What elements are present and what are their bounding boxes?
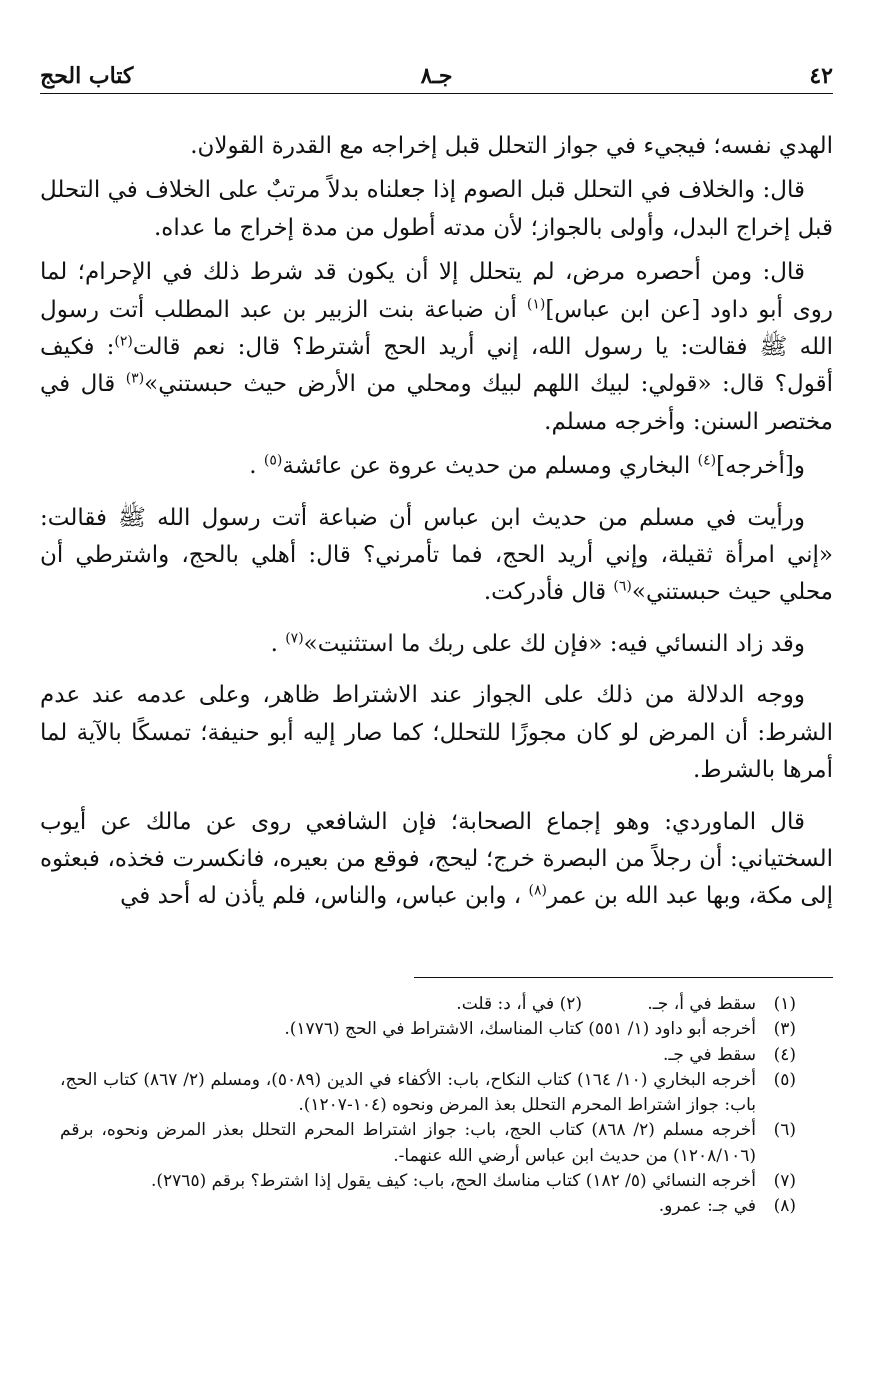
paragraph [40, 448, 833, 485]
volume-label: جـ٨ [420, 63, 453, 89]
main-text [40, 128, 833, 916]
footnote-number: (٢) [559, 994, 582, 1014]
footnote-ref[interactable]: (٢) [114, 333, 133, 350]
header-rule [40, 93, 833, 94]
footnote-text: أخرجه النسائي (٥/ ١٨٢) كتاب مناسك الحج، باب: كيف يقول إذا اشترط؟ برقم (٢٧٦٥). [151, 1171, 756, 1192]
paragraph-text: . [270, 630, 286, 657]
paragraph [40, 128, 833, 165]
footnote-number: (١) [773, 994, 796, 1014]
footnote-text: أخرجه أبو داود (١/ ٥٥١) كتاب المناسك، الاشتراط في الحج (١٧٧٦). [284, 1019, 756, 1040]
footnote-ref[interactable]: (٤) [697, 452, 717, 469]
footnote [60, 1043, 796, 1068]
book-title: كتاب الحج [40, 63, 134, 89]
footnote-number: (٤) [773, 1044, 796, 1065]
footnote-text: سقط في جـ. [663, 1044, 756, 1065]
paragraph-text: قال: ومن أحصره مرض، لم يتحلل إلا أن يكون قد شرط ذلك في الإحرام؛ لما روى أبو داود [عن ابن عباس] [40, 259, 833, 323]
footnotes [60, 992, 796, 1220]
paragraph-text: : فكيف أقول؟ قال: «قولي: لبيك اللهم لبيك ومحلي من الأرض حيث حبستني» [40, 334, 833, 398]
paragraph-text: و[أخرجه] [716, 453, 805, 480]
page-number: ٤٢ [809, 63, 833, 89]
footnote [60, 1068, 796, 1119]
footnote-number: (٨) [773, 1196, 796, 1217]
footnote-separator [414, 977, 833, 978]
paragraph-text: الهدي نفسه؛ فيجيء في جواز التحلل قبل إخراجه مع القدرة القولان. [190, 133, 833, 159]
footnote [60, 992, 796, 1017]
paragraph-text: . [249, 453, 264, 480]
footnote-ref[interactable]: (١) [526, 295, 546, 312]
footnote-text: أخرجه البخاري (١٠/ ١٦٤) كتاب النكاح، باب: الأكفاء في الدين (٥٠٨٩)، ومسلم (٢/ ٨٦٧) كتاب الحج، باب: جواز اشتراط المحرم التحلل بعذ المرض ونحوه (١٠٤-١٢٠٧). [60, 1069, 757, 1116]
page-header [40, 58, 833, 94]
paragraph-text: ، وابن عباس، والناس، فلم يأذن له أحد في [120, 883, 529, 910]
footnote [60, 1169, 796, 1194]
footnote-ref[interactable]: (٥) [263, 452, 283, 469]
footnote-text: في أ، د: قلت. [456, 994, 555, 1014]
footnote-number: (٣) [773, 1019, 796, 1040]
footnote-number: (٥) [773, 1069, 796, 1090]
paragraph-text: ورأيت في مسلم من حديث ابن عباس أن ضباعة أتت رسول الله ﷺ فقالت: «إني امرأة ثقيلة، وإني أريد الحج، فما تأمرني؟ قال: أهلي بالحج، واشترطي أن محلي حيث حبستني» [40, 504, 833, 606]
paragraph-text: ووجه الدلالة من ذلك على الجواز عند الاشتراط ظاهر، وعلى عدمه عند عدم الشرط: أن المرض لو كان مجوزًا للتحلل؛ كما صار إليه أبو حنيفة؛ تمسكًا بالآية لما أمرها بالشرط. [40, 682, 833, 784]
footnote-ref[interactable]: (٨) [528, 882, 547, 899]
paragraph [40, 172, 833, 247]
footnote-text: سقط في أ، جـ. [647, 994, 756, 1014]
footnote-text: في جـ: عمرو. [658, 1196, 756, 1217]
paragraph [40, 677, 833, 789]
paragraph-text: أن ضباعة بنت الزبير بن عبد المطلب أتت رسول الله ﷺ فقالت: يا رسول الله، إني أريد الحج أشترط؟ قال: نعم قالت [40, 296, 833, 361]
paragraph-text: وقد زاد النسائي فيه: «فإن لك على ربك ما استثنيت» [303, 630, 805, 657]
paragraph [40, 254, 833, 441]
footnote-ref[interactable]: (٦) [613, 578, 632, 595]
paragraph [40, 500, 833, 612]
footnote [60, 1118, 796, 1169]
paragraph-text: قال في مختصر السنن: وأخرجه مسلم. [40, 371, 833, 435]
paragraph-text: قال فأدركت. [483, 579, 614, 606]
paragraph-text: البخاري ومسلم من حديث عروة عن عائشة [282, 453, 698, 480]
footnote [60, 1194, 796, 1219]
footnote-ref[interactable]: (٧) [285, 630, 304, 647]
footnote-number: (٦) [773, 1120, 796, 1141]
footnote-text: أخرجه مسلم (٢/ ٨٦٨) كتاب الحج، باب: جواز اشتراط المحرم التحلل بعذر المرض ونحوه، برقم (١٢٠٨/١٠٦) من حديث ابن عباس أرضي الله عنهما-. [60, 1120, 756, 1166]
footnote-ref[interactable]: (٣) [125, 370, 145, 387]
paragraph [40, 626, 833, 663]
paragraph-text: قال الماوردي: وهو إجماع الصحابة؛ فإن الشافعي روى عن مالك عن أيوب السختياني: أن رجلاً من البصرة خرج؛ ليحج، فوقع من بعيره، فانكسرت فخذه، فبعثوه إلى مكة، وبها عبد الله بن عمر [40, 808, 833, 910]
paragraph [40, 804, 833, 916]
paragraph-text: قال: والخلاف في التحلل قبل الصوم إذا جعلناه بدلاً مرتبٌ على الخلاف في التحلل قبل إخراج البدل، وأولى بالجواز؛ لأن مدته أطول من مدة إخراج ما عداه. [40, 177, 833, 241]
footnote-number: (٧) [773, 1171, 796, 1192]
footnote [60, 1017, 796, 1042]
